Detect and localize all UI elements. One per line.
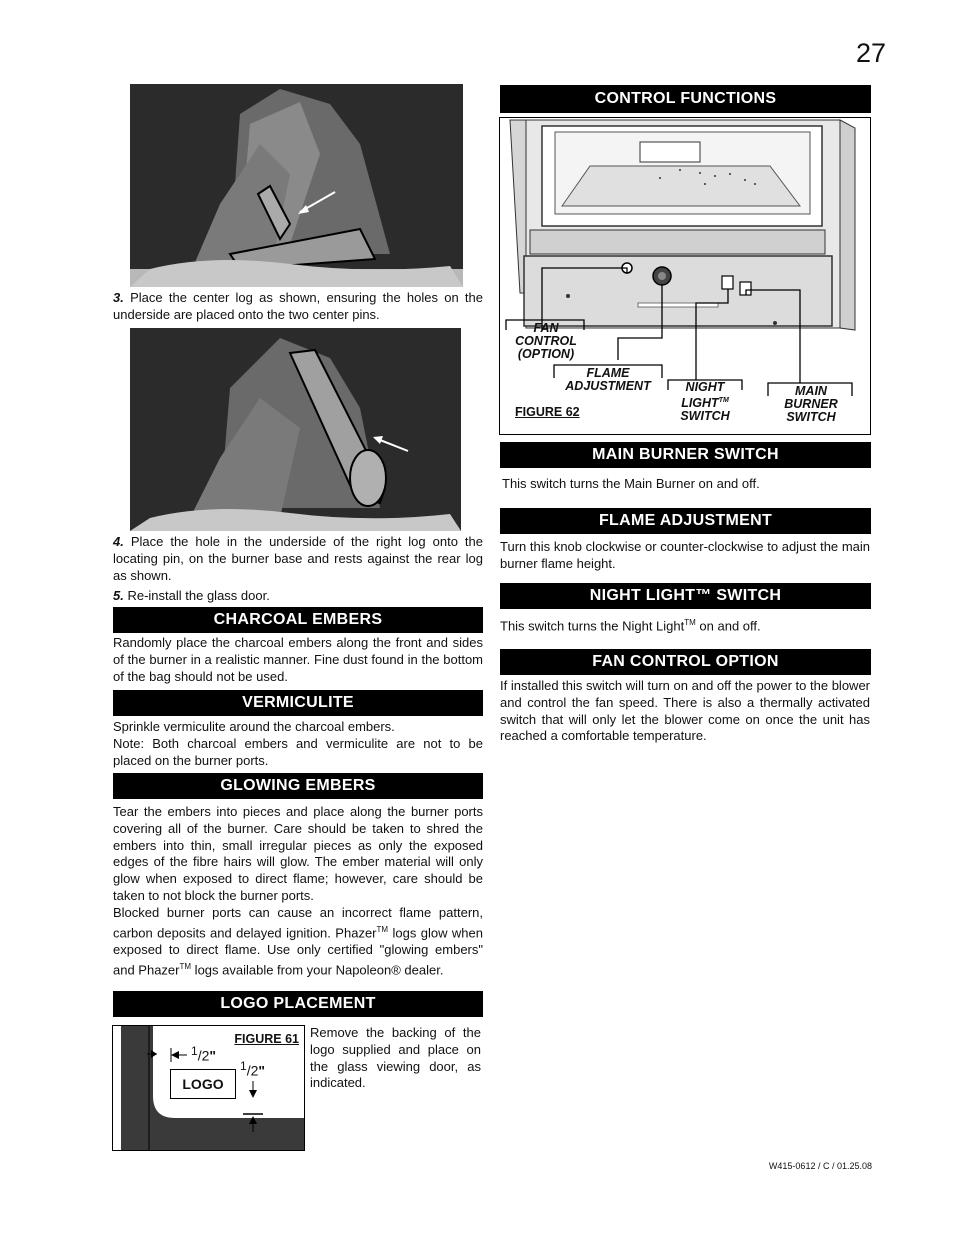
night-light-text-a: This switch turns the Night Light: [500, 618, 685, 634]
glowing-text-2b: logs glow when exposed to direct flame. Use only certified "glowing embers" and Phazer: [113, 925, 483, 978]
night-light-text-b: on and off.: [695, 618, 761, 634]
night-light-label: [668, 381, 742, 423]
night-light-label-switch: SWITCH: [680, 409, 730, 424]
center-log-illustration: [130, 84, 463, 287]
night-light-switch-heading: NIGHT LIGHT™ SWITCH: [500, 583, 871, 609]
step-5-number: 5.: [113, 588, 124, 603]
main-burner-label: MAIN BURNER SWITCH: [784, 384, 838, 424]
figure-61-caption: FIGURE 61: [234, 1032, 299, 1046]
step-3-text: Place the center log as shown, ensuring the holes on the underside are placed onto the two center pins.: [113, 290, 483, 322]
flame-adjustment-label: FLAME ADJUSTMENT: [565, 366, 651, 393]
dimension-horizontal: $^1$/2": [191, 1044, 217, 1064]
page-number: 27: [855, 38, 886, 68]
logo-placement-text: Remove the backing of the logo supplied and place on the glass viewing door, as indicated.: [310, 1025, 481, 1091]
figure-62-caption: FIGURE 62: [515, 405, 580, 419]
logo-placement-heading: LOGO PLACEMENT: [113, 991, 483, 1017]
vermiculite-text-2: Note: Both charcoal embers and vermiculite are not to be placed on the burner ports.: [113, 736, 483, 768]
fan-control-label: FAN CONTROL (OPTION): [515, 321, 577, 361]
figure-62: [499, 117, 871, 435]
logo-label: LOGO: [182, 1076, 224, 1092]
main-burner-switch-heading: MAIN BURNER SWITCH: [500, 442, 871, 468]
step-3-number: 3.: [113, 290, 124, 305]
dim2-numerator: 1: [240, 1059, 247, 1073]
step-5: [113, 588, 483, 605]
right-log-photo: [130, 328, 461, 531]
charcoal-embers-heading: CHARCOAL EMBERS: [113, 607, 483, 633]
tm-mark: TM: [718, 397, 729, 404]
step-4: [113, 534, 483, 584]
dimension-vertical: $^1$/2": [240, 1059, 266, 1079]
step-5-text: Re-install the glass door.: [127, 588, 270, 603]
dim1-denominator: 2: [201, 1047, 210, 1064]
dim1-unit: ": [209, 1047, 217, 1064]
glowing-embers-heading: GLOWING EMBERS: [113, 773, 483, 799]
night-light-switch-text: [500, 615, 870, 635]
fan-control-option-heading: FAN CONTROL OPTION: [500, 649, 871, 675]
fan-control-option-text: If installed this switch will turn on and off the power to the blower and control the fan speed. There is also a thermally activated switch that will only let the blower come on once the unit has reached a comfortable temperature.: [500, 678, 870, 744]
control-functions-heading: CONTROL FUNCTIONS: [500, 85, 871, 113]
dim2-denominator: 2: [250, 1062, 259, 1079]
vermiculite-heading: VERMICULITE: [113, 690, 483, 716]
tm-mark: TM: [684, 618, 696, 627]
glowing-text-2c: logs available from your Napoleon® dealer.: [191, 962, 444, 978]
tm-mark: TM: [179, 961, 192, 971]
night-light-label-text: NIGHT LIGHT: [681, 380, 725, 411]
step-4-text: Place the hole in the underside of the right log onto the locating pin, on the burner base and rests against the rear log as shown.: [113, 534, 483, 583]
main-burner-switch-text: This switch turns the Main Burner on and off.: [502, 476, 760, 491]
glowing-embers-text-1: Tear the embers into pieces and place along the burner ports covering all of the burner. Care should be taken to shred the embers into thin, small irregular pieces as only the exposed edges of the fibre hairs will glow. The ember material will only glow when exposed to direct flame; however, care should be taken to not block the burner ports.: [113, 804, 483, 903]
tm-mark: TM: [376, 924, 389, 934]
step-4-number: 4.: [113, 534, 124, 549]
right-log-illustration: [130, 328, 461, 531]
document-code: W415-0612 / C / 01.25.08: [768, 1161, 872, 1171]
charcoal-embers-text: Randomly place the charcoal embers along the front and sides of the burner in a realistic manner. Fine dust found in the bottom of the bag should not be used.: [113, 635, 483, 684]
flame-adjustment-heading: FLAME ADJUSTMENT: [500, 508, 871, 534]
dim2-unit: ": [258, 1062, 266, 1079]
logo-box: [170, 1069, 236, 1099]
glowing-embers-text-2: [113, 905, 483, 979]
flame-adjustment-text: Turn this knob clockwise or counter-clockwise to adjust the main burner flame height.: [500, 539, 870, 571]
glowing-text-2a: Blocked burner ports can cause an incorrect flame pattern, carbon deposits and delayed ignition. Phazer: [113, 905, 483, 941]
vermiculite-text-1: Sprinkle vermiculite around the charcoal embers.: [113, 719, 395, 734]
step-3: [113, 290, 483, 324]
figure-61: [112, 1025, 305, 1151]
center-log-photo: [130, 84, 463, 287]
dim1-numerator: 1: [191, 1044, 198, 1058]
